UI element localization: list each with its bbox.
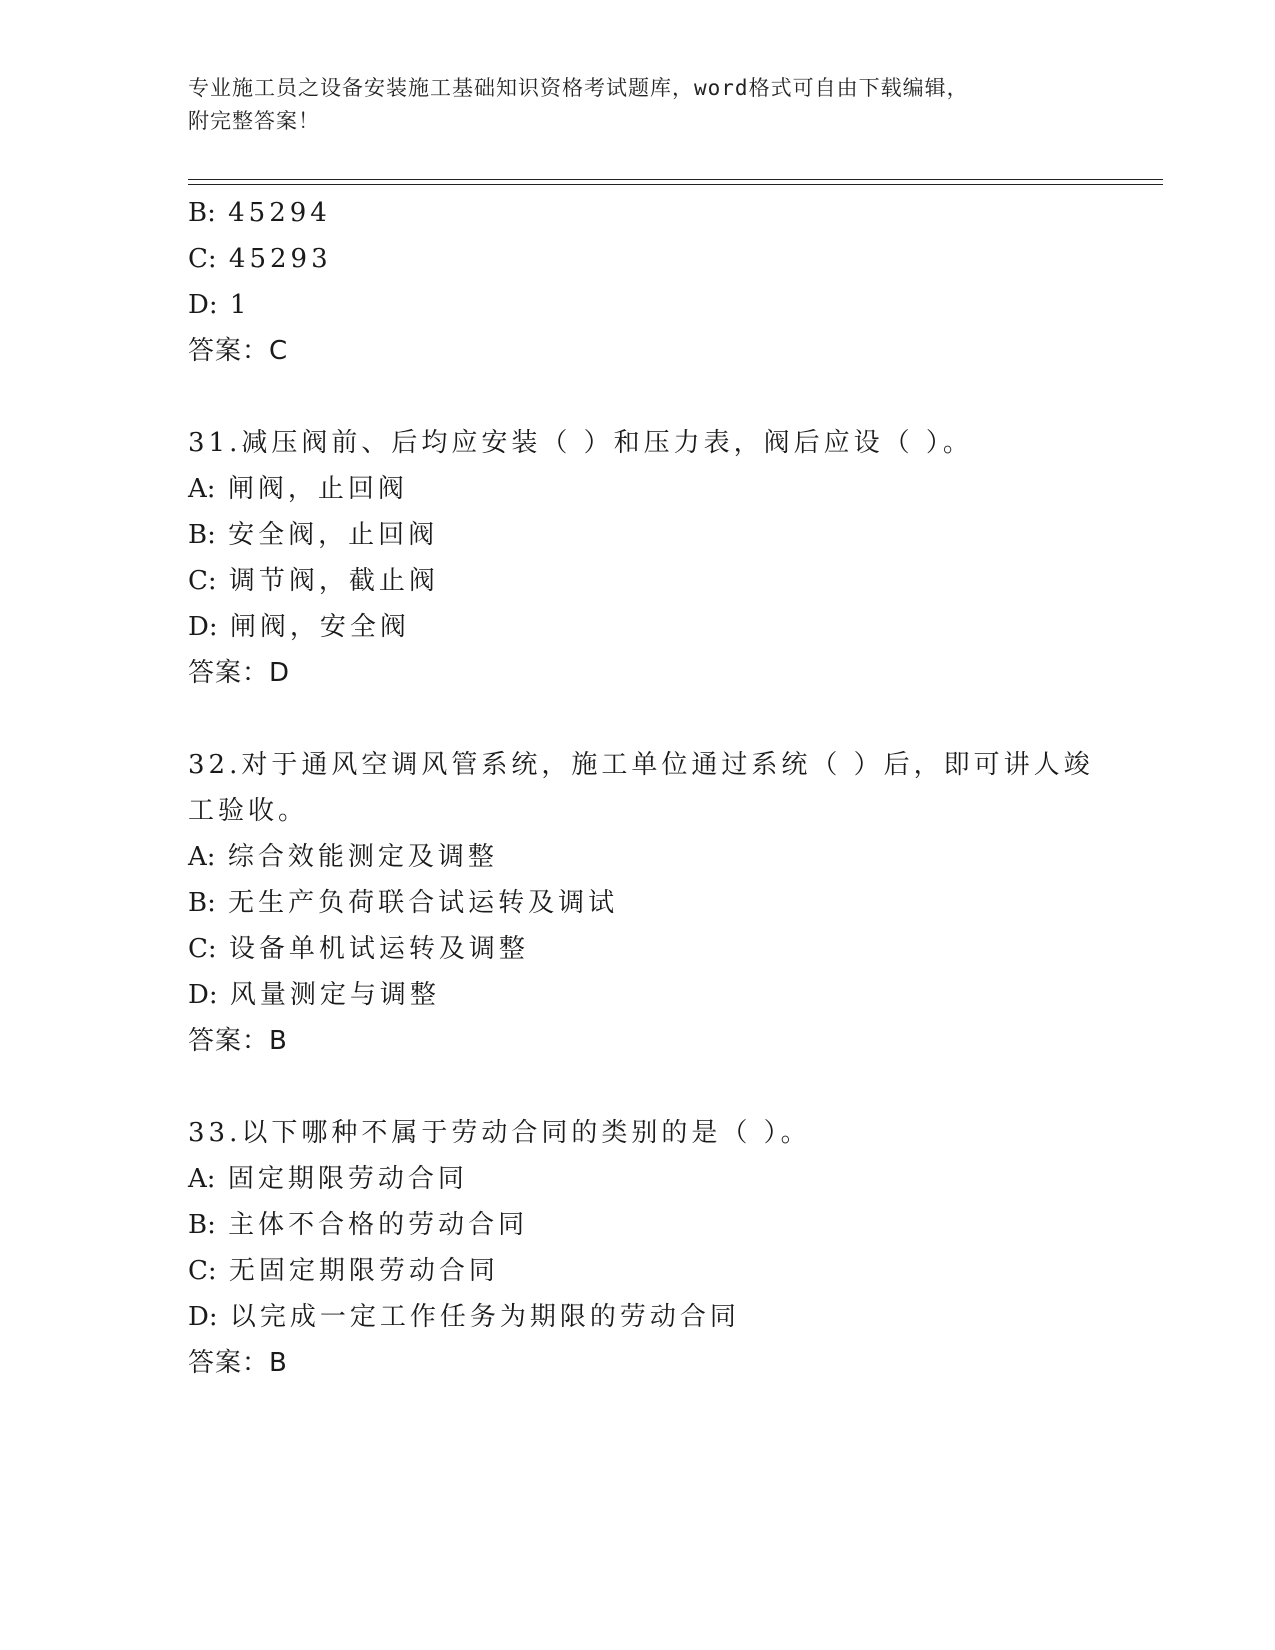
- question-stem: 33.以下哪种不属于劳动合同的类别的是（ ）。: [188, 1118, 811, 1148]
- option-c: C: 调节阀，截止阀: [188, 566, 439, 596]
- option-c: C: 无固定期限劳动合同: [188, 1256, 499, 1286]
- answer-line: 答案：B: [188, 1026, 288, 1056]
- option-b: B: 45294: [188, 198, 331, 228]
- question-stem-line-1: 32.对于通风空调风管系统，施工单位通过系统（ ）后，即可讲人竣: [188, 750, 1094, 780]
- answer-line: 答案：D: [188, 658, 291, 688]
- question-stem-line-2: 工验收。: [188, 796, 309, 826]
- option-d: D: 风量测定与调整: [188, 980, 440, 1010]
- header-line-1: 专业施工员之设备安装施工基础知识资格考试题库，word格式可自由下载编辑，: [188, 76, 969, 100]
- question-32: [188, 742, 1118, 1064]
- option-d: D: 以完成一定工作任务为期限的劳动合同: [188, 1302, 740, 1332]
- option-b: B: 主体不合格的劳动合同: [188, 1210, 529, 1240]
- option-a: A: 固定期限劳动合同: [188, 1164, 468, 1194]
- question-33: [188, 1110, 1118, 1386]
- option-a: A: 闸阀，止回阀: [188, 474, 408, 504]
- option-b: B: 无生产负荷联合试运转及调试: [188, 888, 619, 918]
- header-line-2: 附完整答案！: [188, 109, 320, 133]
- question-content: [188, 190, 1118, 1386]
- page-header: [188, 72, 1088, 138]
- option-d: D: 闸阀，安全阀: [188, 612, 410, 642]
- option-b: B: 安全阀，止回阀: [188, 520, 439, 550]
- header-divider-bottom: [188, 184, 1163, 185]
- question-stem: 31.减压阀前、后均应安装（ ）和压力表，阀后应设（ ）。: [188, 428, 973, 458]
- prev-question: [188, 190, 1118, 374]
- option-d: D: 1: [188, 290, 251, 320]
- header-divider-top: [188, 179, 1163, 180]
- answer-line: 答案：C: [188, 336, 289, 366]
- option-c: C: 设备单机试运转及调整: [188, 934, 529, 964]
- option-c: C: 45293: [188, 244, 332, 274]
- question-31: [188, 420, 1118, 696]
- option-a: A: 综合效能测定及调整: [188, 842, 498, 872]
- answer-line: 答案：B: [188, 1348, 288, 1378]
